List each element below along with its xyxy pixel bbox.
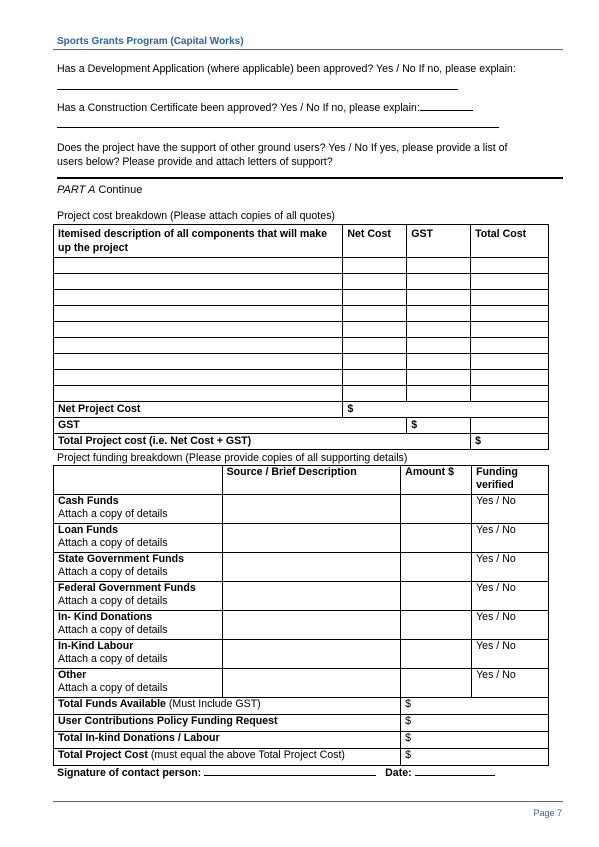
part-a-heading — [57, 184, 142, 196]
user-contributions-value[interactable]: $ — [401, 715, 549, 732]
funding-amount-cell[interactable] — [401, 553, 472, 582]
cost-row — [54, 354, 549, 370]
funding-amount-cell[interactable] — [401, 640, 472, 669]
header-divider — [53, 49, 563, 50]
gst-value[interactable]: $ — [407, 418, 471, 434]
page-header-title: Sports Grants Program (Capital Works) — [57, 36, 244, 47]
total-label-note: (must equal the above Total Project Cost) — [147, 749, 345, 761]
total-project-cost-label: Total Project cost (i.e. Net Cost + GST) — [54, 434, 471, 450]
funding-amount-cell[interactable] — [401, 611, 472, 640]
cost-cell[interactable] — [343, 274, 407, 290]
total-inkind-value[interactable]: $ — [401, 732, 549, 749]
funding-row-title: State Government Funds — [58, 553, 184, 565]
funding-row-federal — [54, 582, 549, 611]
cost-cell[interactable] — [471, 354, 549, 370]
cost-cell[interactable] — [54, 386, 343, 402]
funding-row-label — [54, 669, 223, 698]
user-contributions-label — [54, 715, 401, 732]
funding-row-title: Loan Funds — [58, 524, 119, 536]
cost-row — [54, 322, 549, 338]
answer-line-da[interactable] — [57, 89, 458, 90]
cost-row — [54, 290, 549, 306]
cost-cell[interactable] — [343, 386, 407, 402]
part-a-continue: Continue — [95, 184, 143, 196]
funding-row-label — [54, 524, 223, 553]
funding-row-sub: Attach a copy of details — [58, 682, 168, 694]
cost-cell[interactable] — [407, 258, 471, 274]
net-project-cost-value[interactable]: $ — [343, 402, 549, 418]
funding-amount-cell[interactable] — [401, 495, 472, 524]
funding-amount-cell[interactable] — [401, 582, 472, 611]
cost-cell[interactable] — [54, 258, 343, 274]
question-cc-text: Has a Construction Certificate been approved? Yes / No If no, please explain: — [57, 102, 420, 114]
funding-header-source: Source / Brief Description — [222, 466, 401, 495]
total-project-cost-value[interactable]: $ — [471, 434, 549, 450]
funding-row-other — [54, 669, 549, 698]
cost-cell[interactable] — [407, 274, 471, 290]
signature-field[interactable] — [204, 766, 376, 776]
funding-header-verified: Funding verified — [472, 466, 549, 495]
funding-verified-cell[interactable]: Yes / No — [472, 640, 549, 669]
cost-cell[interactable] — [343, 354, 407, 370]
cost-cell[interactable] — [407, 354, 471, 370]
funding-verified-cell[interactable]: Yes / No — [472, 553, 549, 582]
funding-header-blank — [54, 466, 223, 495]
funding-caption: Project funding breakdown (Please provide copies of all supporting details) — [57, 452, 408, 464]
funding-row-title: In-Kind Labour — [58, 640, 134, 652]
funding-row-sub: Attach a copy of details — [58, 624, 168, 636]
cost-cell[interactable] — [343, 306, 407, 322]
signature-line — [57, 766, 495, 779]
footer-divider — [53, 801, 563, 802]
funding-verified-cell[interactable]: Yes / No — [472, 611, 549, 640]
cost-cell[interactable] — [471, 306, 549, 322]
funding-row-title: Other — [58, 669, 87, 681]
cost-row — [54, 306, 549, 322]
cost-cell[interactable] — [471, 370, 549, 386]
cost-cell[interactable] — [343, 322, 407, 338]
section-divider — [57, 177, 563, 179]
total-funds-available-label — [54, 698, 401, 715]
cost-cell[interactable] — [54, 370, 343, 386]
gst-empty-cell — [471, 418, 549, 434]
header-net-cost: Net Cost — [343, 225, 407, 258]
header-gst: GST — [407, 225, 471, 258]
funding-row-label — [54, 553, 223, 582]
total-label-bold: Total In-kind Donations / Labour — [58, 732, 220, 744]
funding-source-cell[interactable] — [222, 524, 401, 553]
funding-row-label — [54, 640, 223, 669]
cost-cell[interactable] — [471, 322, 549, 338]
cost-cell[interactable] — [343, 338, 407, 354]
funding-amount-cell[interactable] — [401, 669, 472, 698]
total-project-cost-funding-row — [54, 749, 549, 766]
cost-row — [54, 370, 549, 386]
net-project-cost-label: Net Project Cost — [54, 402, 343, 418]
project-cost-table — [53, 224, 549, 450]
funding-verified-cell[interactable]: Yes / No — [472, 524, 549, 553]
funding-row-title: In- Kind Donations — [58, 611, 153, 623]
funding-source-cell[interactable] — [222, 669, 401, 698]
funding-row-label — [54, 495, 223, 524]
funding-source-cell[interactable] — [222, 553, 401, 582]
funding-row-label — [54, 582, 223, 611]
gst-row — [54, 418, 549, 434]
funding-row-loan — [54, 524, 549, 553]
question-construction-certificate — [57, 101, 473, 115]
cost-row — [54, 386, 549, 402]
total-label-bold: Total Project Cost — [58, 749, 148, 761]
project-funding-table — [53, 465, 549, 766]
cost-cell[interactable] — [54, 290, 343, 306]
cost-cell[interactable] — [471, 258, 549, 274]
question-ground-users-line1: Does the project have the support of other ground users? Yes / No If yes, please provide a list of — [57, 142, 508, 154]
funding-source-cell[interactable] — [222, 611, 401, 640]
total-label-bold: Total Funds Available — [58, 698, 166, 710]
funding-source-cell[interactable] — [222, 640, 401, 669]
funding-row-title: Cash Funds — [58, 495, 119, 507]
cost-row — [54, 258, 549, 274]
cost-cell[interactable] — [471, 274, 549, 290]
funding-row-sub: Attach a copy of details — [58, 566, 168, 578]
funding-header-amount: Amount $ — [401, 466, 472, 495]
funding-amount-cell[interactable] — [401, 524, 472, 553]
date-label: Date: — [385, 767, 415, 779]
cost-cell[interactable] — [54, 306, 343, 322]
answer-line-cc-inline[interactable] — [420, 101, 473, 111]
funding-row-sub: Attach a copy of details — [58, 508, 168, 520]
cost-header-row — [54, 225, 549, 258]
funding-row-inkind-donations — [54, 611, 549, 640]
cost-cell[interactable] — [471, 386, 549, 402]
cost-cell[interactable] — [54, 322, 343, 338]
cost-caption: Project cost breakdown (Please attach copies of all quotes) — [57, 210, 335, 222]
total-label-bold: User Contributions Policy Funding Request — [58, 715, 278, 727]
cost-cell[interactable] — [54, 338, 343, 354]
funding-row-label — [54, 611, 223, 640]
total-project-cost-funding-value[interactable]: $ — [401, 749, 549, 766]
cost-cell[interactable] — [471, 290, 549, 306]
funding-row-title: Federal Government Funds — [58, 582, 196, 594]
cost-row — [54, 338, 549, 354]
total-project-cost-row — [54, 434, 549, 450]
total-funds-available-value[interactable]: $ — [401, 698, 549, 715]
user-contributions-row — [54, 715, 549, 732]
funding-verified-cell[interactable]: Yes / No — [472, 495, 549, 524]
header-description: Itemised description of all components that will make up the project — [54, 225, 343, 258]
cost-cell[interactable] — [407, 338, 471, 354]
funding-row-sub: Attach a copy of details — [58, 595, 168, 607]
total-project-cost-funding-label — [54, 749, 401, 766]
cost-cell[interactable] — [407, 306, 471, 322]
cost-cell[interactable] — [407, 370, 471, 386]
cost-cell[interactable] — [343, 370, 407, 386]
funding-source-cell[interactable] — [222, 495, 401, 524]
net-project-cost-row — [54, 402, 549, 418]
cost-row — [54, 274, 549, 290]
cost-cell[interactable] — [343, 290, 407, 306]
cost-cell[interactable] — [471, 338, 549, 354]
question-development-application: Has a Development Application (where applicable) been approved? Yes / No If no, please explain: — [57, 63, 516, 75]
question-ground-users-line2: users below? Please provide and attach letters of support? — [57, 156, 333, 168]
funding-row-sub: Attach a copy of details — [58, 653, 168, 665]
header-total-cost: Total Cost — [471, 225, 549, 258]
part-a-label: PART A — [57, 184, 96, 196]
cost-cell[interactable] — [54, 274, 343, 290]
funding-row-state — [54, 553, 549, 582]
gst-label: GST — [54, 418, 407, 434]
funding-header-row — [54, 466, 549, 495]
funding-verified-cell[interactable]: Yes / No — [472, 669, 549, 698]
answer-line-cc[interactable] — [57, 127, 499, 128]
cost-cell[interactable] — [54, 354, 343, 370]
total-inkind-row — [54, 732, 549, 749]
date-field[interactable] — [415, 766, 495, 776]
funding-source-cell[interactable] — [222, 582, 401, 611]
funding-row-sub: Attach a copy of details — [58, 537, 168, 549]
cost-cell[interactable] — [343, 258, 407, 274]
funding-row-cash — [54, 495, 549, 524]
total-inkind-label — [54, 732, 401, 749]
funding-row-inkind-labour — [54, 640, 549, 669]
page-number: Page 7 — [533, 808, 562, 818]
signature-label: Signature of contact person: — [57, 767, 205, 779]
cost-cell[interactable] — [407, 290, 471, 306]
total-label-note: (Must Include GST) — [165, 698, 261, 710]
total-funds-available-row — [54, 698, 549, 715]
funding-verified-cell[interactable]: Yes / No — [472, 582, 549, 611]
cost-cell[interactable] — [407, 386, 471, 402]
cost-cell[interactable] — [407, 322, 471, 338]
